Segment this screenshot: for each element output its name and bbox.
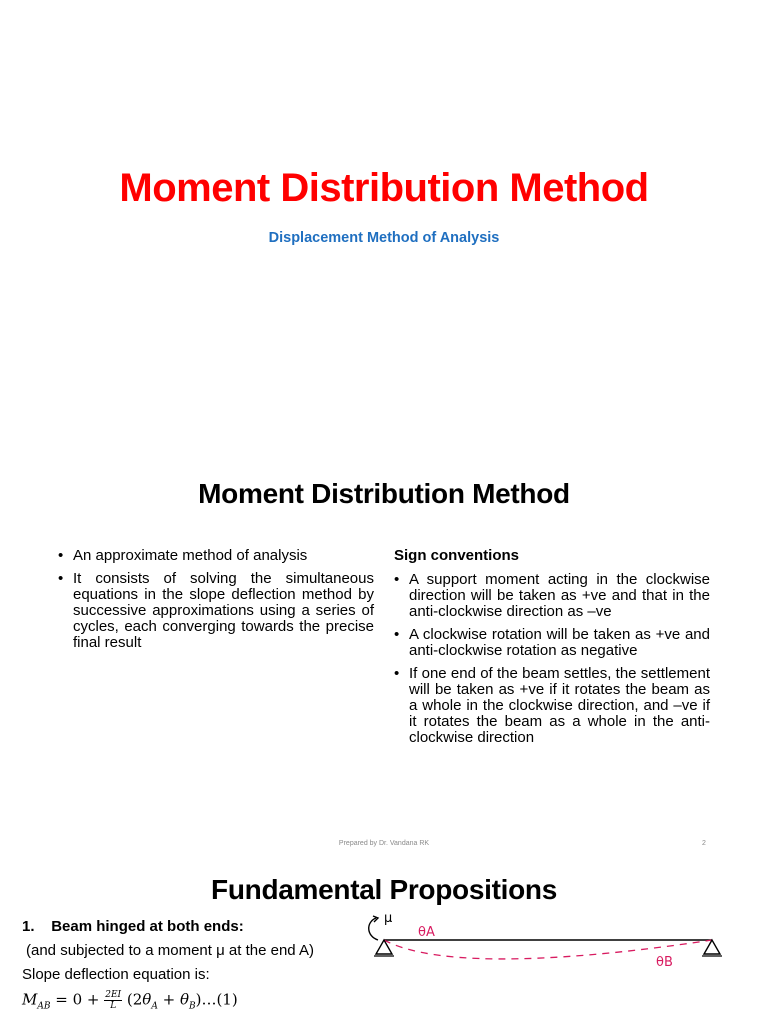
- eq-lhs: M: [22, 990, 38, 1009]
- eq-fraction: [104, 990, 122, 1011]
- eq-plus: +: [157, 990, 180, 1009]
- page-number: 2: [702, 840, 706, 847]
- eq-frac-den: L: [110, 1001, 117, 1011]
- proposition-heading: [22, 918, 244, 935]
- eq-equals: = 0 +: [50, 990, 105, 1009]
- eq-theta-b: θ: [179, 990, 189, 1009]
- moment-label: μ: [384, 911, 393, 926]
- eq-frac-num: 2EI: [105, 990, 122, 1000]
- sign-conventions-heading: Sign conventions: [394, 547, 520, 564]
- eq-lhs-sub: AB: [37, 1001, 51, 1012]
- slide-footer: Prepared by Dr. Vandana RK: [338, 840, 430, 847]
- left-column: [58, 548, 374, 658]
- eq-theta-a: θ: [142, 990, 152, 1009]
- content-slide-3: [0, 862, 768, 1024]
- eq-tail: )…(1): [195, 990, 238, 1009]
- presentation-subtitle: Displacement Method of Analysis: [268, 230, 500, 246]
- presentation-title: Moment Distribution Method: [119, 166, 649, 210]
- bullet-item: • An approximate method of analysis: [58, 548, 374, 564]
- eq-paren: (2: [126, 990, 143, 1009]
- item-heading: Beam hinged at both ends:: [51, 918, 244, 935]
- theta-a-label: θA: [418, 925, 435, 940]
- beam-sketch: [360, 910, 730, 980]
- bullet-item: • It consists of solving the simultaneous equations in the slope deflection method by successive approximations using a series of cycles, each converging towards the precise final result: [58, 571, 374, 651]
- moment-arrow-icon: [369, 918, 378, 940]
- proposition-subtext: (and subjected to a moment μ at the end A): [26, 942, 314, 959]
- definition-list: [58, 548, 374, 651]
- proposition-line: Slope deflection equation is:: [22, 966, 210, 983]
- theta-b-label: θB: [656, 955, 673, 970]
- sign-conventions-list: [394, 572, 710, 746]
- slope-deflection-equation: [22, 990, 238, 1012]
- right-column: [394, 548, 710, 753]
- bullet-item: • A support moment acting in the clockwise direction will be taken as +ve and that in the anti-clockwise direction as –ve: [394, 572, 710, 620]
- slide-title: Fundamental Propositions: [211, 874, 557, 905]
- hinge-support-b-icon: [704, 940, 720, 954]
- eq-sub-b: B: [188, 1001, 196, 1012]
- content-slide-2: [0, 430, 768, 862]
- title-slide: [0, 0, 768, 430]
- eq-sub-a: A: [151, 1001, 158, 1012]
- item-number: 1.: [22, 918, 35, 935]
- bullet-item: • A clockwise rotation will be taken as +ve and anti-clockwise rotation as negative: [394, 627, 710, 659]
- slide-title: Moment Distribution Method: [198, 478, 570, 509]
- bullet-item: • If one end of the beam settles, the settlement will be taken as +ve if it rotates the beam as a whole in the clockwise direction, and –ve if it rotates the beam as a whole in the anti-clockwise direction: [394, 666, 710, 746]
